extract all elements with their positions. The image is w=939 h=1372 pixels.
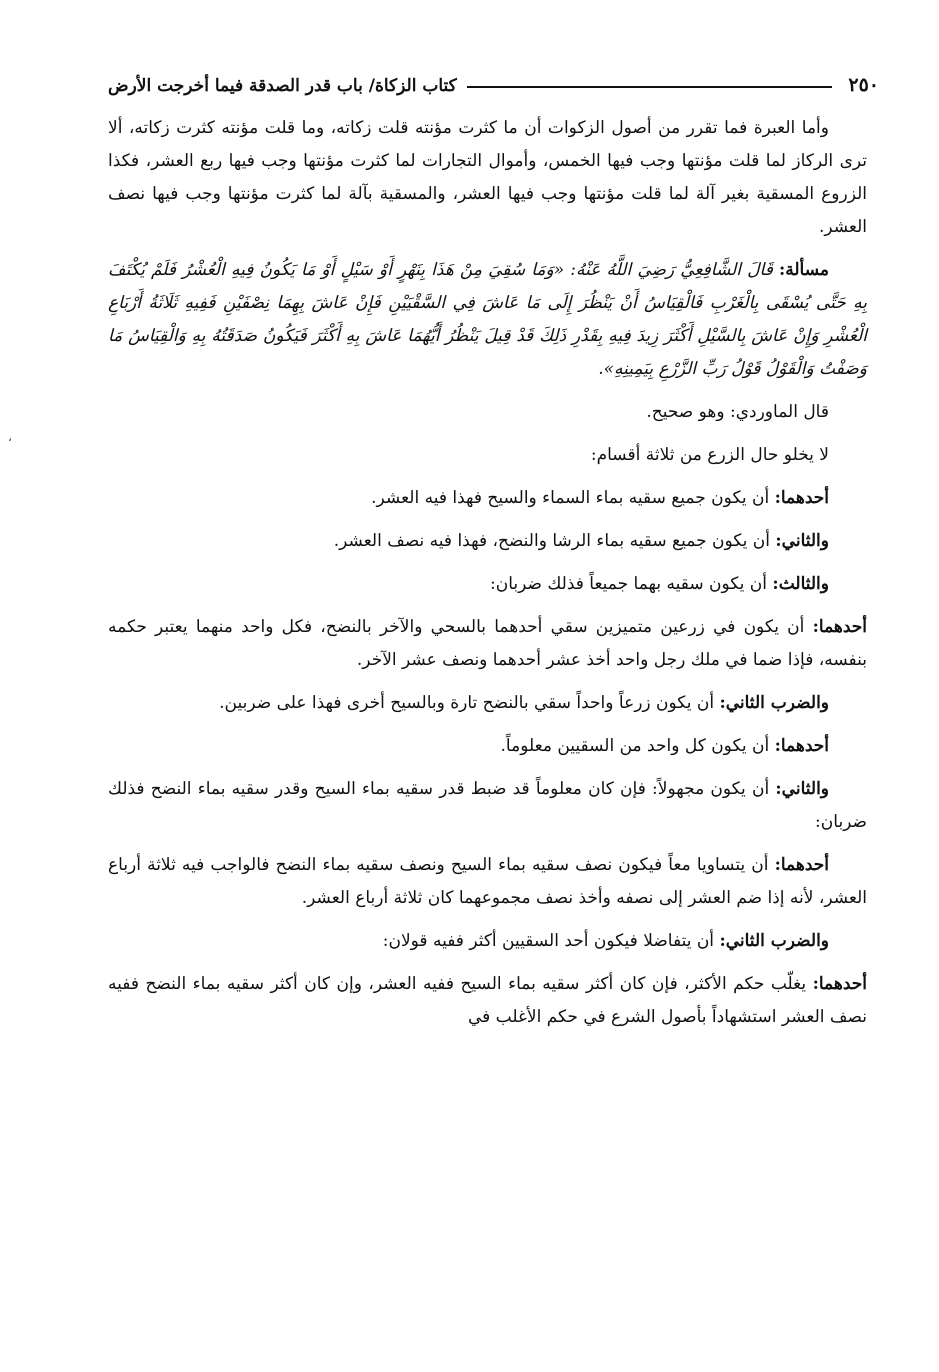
paragraph-label: أحدهما: <box>774 488 829 508</box>
header-rule <box>467 86 833 88</box>
paragraph <box>108 112 867 244</box>
running-header <box>108 66 879 96</box>
paragraph-text: أن يكون جميع سقيه بماء الرشا والنضح، فهذا فيه نصف العشر. <box>333 531 770 551</box>
paragraph <box>108 439 867 472</box>
paragraph-label: والثالث: <box>772 574 829 594</box>
paragraph <box>108 568 867 601</box>
paragraph-text: أن يكون كل واحد من السقيين معلوماً. <box>500 736 770 756</box>
paragraph <box>108 482 867 515</box>
paragraph <box>108 254 867 386</box>
margin-mark: ، <box>8 430 12 444</box>
paragraph <box>108 687 867 720</box>
paragraph <box>108 925 867 958</box>
main-text <box>108 112 867 1044</box>
paragraph-text: أن يكون جميع سقيه بماء السماء والسيح فهذا فيه العشر. <box>371 488 770 508</box>
header-title: كتاب الزكاة/ باب قدر الصدقة فيما أخرجت الأرض <box>108 76 457 96</box>
paragraph-text: قَالَ الشَّافِعِيُّ رَضِيَ اللَّهُ عَنْهُ: «وَمَا سُقِيَ مِنْ هَذَا بِنَهْرٍ أَوْ سَيْلٍ أَوْ مَا يَكُونُ فِيهِ الْعُشْرُ فَلَمْ يُكْتَفَ بِهِ حَتَّى يُسْقَى بِالْغَرْبِ فَالْقِيَاسُ أَنْ يَنْظُرَ إِلَى مَا عَاشَ فِي السَّقْيَيْنِ فَإِنْ عَاشَ بِهِمَا نِصْفَيْنِ فَفِيهِ ثَلَاثَةُ أَرْبَاعِ الْعُشْرِ وَإِنْ عَاشَ بِالسَّيْلِ أَكْثَرَ زِيدَ فِيهِ بِقَدْرِ ذَلِكَ قَدْ قِيلَ يَنْظُرُ أَيُّهُمَا عَاشَ بِهِ أَكْثَرَ فَيَكُونُ صَدَقَتُهُ بِهِ وَالْقِيَاسُ مَا وَصَفْتُ وَالْقَوْلُ قَوْلُ رَبِّ الزَّرْعِ بِيَمِينِهِ». <box>108 260 867 379</box>
paragraph-text: لا يخلو حال الزرع من ثلاثة أقسام: <box>590 445 829 465</box>
paragraph <box>108 611 867 677</box>
paragraph-label: والثاني: <box>775 531 829 551</box>
paragraph-text: قال الماوردي: وهو صحيح. <box>646 402 829 422</box>
paragraph-label: والثاني: <box>775 779 830 799</box>
paragraph-text: وأما العبرة فما تقرر من أصول الزكوات أن ما كثرت مؤنته قلت زكاته، وما قلت مؤنته كثرت زكاته، ألا ترى الركاز لما قلت مؤنتها وجب فيها الخمس، وأموال التجارات لما كثرت مؤنتها وجب فيها ربع العشر، فكذا الزروع المسقية بغير آلة لما قلت مؤنتها وجب فيها العشر، والمسقية بآلة لما كثرت مؤنتها وجب فيها نصف العشر. <box>108 118 867 237</box>
paragraph-label: أحدهما: <box>812 617 868 637</box>
paragraph <box>108 849 867 915</box>
paragraph-label: أحدهما: <box>774 736 829 756</box>
paragraph <box>108 396 867 429</box>
paragraph-text: أن يتساويا معاً فيكون نصف سقيه بماء السيح ونصف سقيه بماء النضح فالواجب فيه ثلاثة أرباع العشر، لأنه إذا ضم العشر إلى نصفه وأخذ نصف مجموعهما كان ثلاثة أرباع العشر. <box>108 855 867 908</box>
paragraph-label: والضرب الثاني: <box>719 931 829 951</box>
paragraph-label: أحدهما: <box>812 974 867 994</box>
paragraph-label: والضرب الثاني: <box>719 693 829 713</box>
paragraph-text: أن يكون في زرعين متميزين سقي أحدهما بالسحي والآخر بالنضح، فكل واحد منهما يعتبر حكمه بنفسه، فإذا ضما في ملك رجل واحد أخذ عشر أحدهما ونصف عشر الآخر. <box>108 617 867 670</box>
paragraph <box>108 730 867 763</box>
paragraph-label: أحدهما: <box>774 855 829 875</box>
paragraph-text: أن يكون سقيه بهما جميعاً فذلك ضربان: <box>489 574 768 594</box>
page-number: ٢٥٠ <box>848 74 879 96</box>
paragraph <box>108 968 867 1034</box>
paragraph <box>108 773 867 839</box>
paragraph-text: أن يتفاضلا فيكون أحد السقيين أكثر ففيه قولان: <box>382 931 715 951</box>
paragraph-text: يغلّب حكم الأكثر، فإن كان أكثر سقيه بماء السيح ففيه العشر، وإن كان أكثر سقيه بماء النضح ففيه نصف العشر استشهاداً بأصول الشرع في حكم الأغلب في <box>108 974 867 1027</box>
paragraph-text: أن يكون زرعاً واحداً سقي بالنضح تارة وبالسيح أخرى فهذا على ضربين. <box>219 693 715 713</box>
paragraph-text: أن يكون مجهولاً: فإن كان معلوماً قد ضبط قدر سقيه بماء السيح وقدر سقيه بماء النضح فذلك ضربان: <box>108 779 867 832</box>
paragraph-label: مسألة: <box>778 260 829 280</box>
paragraph <box>108 525 867 558</box>
